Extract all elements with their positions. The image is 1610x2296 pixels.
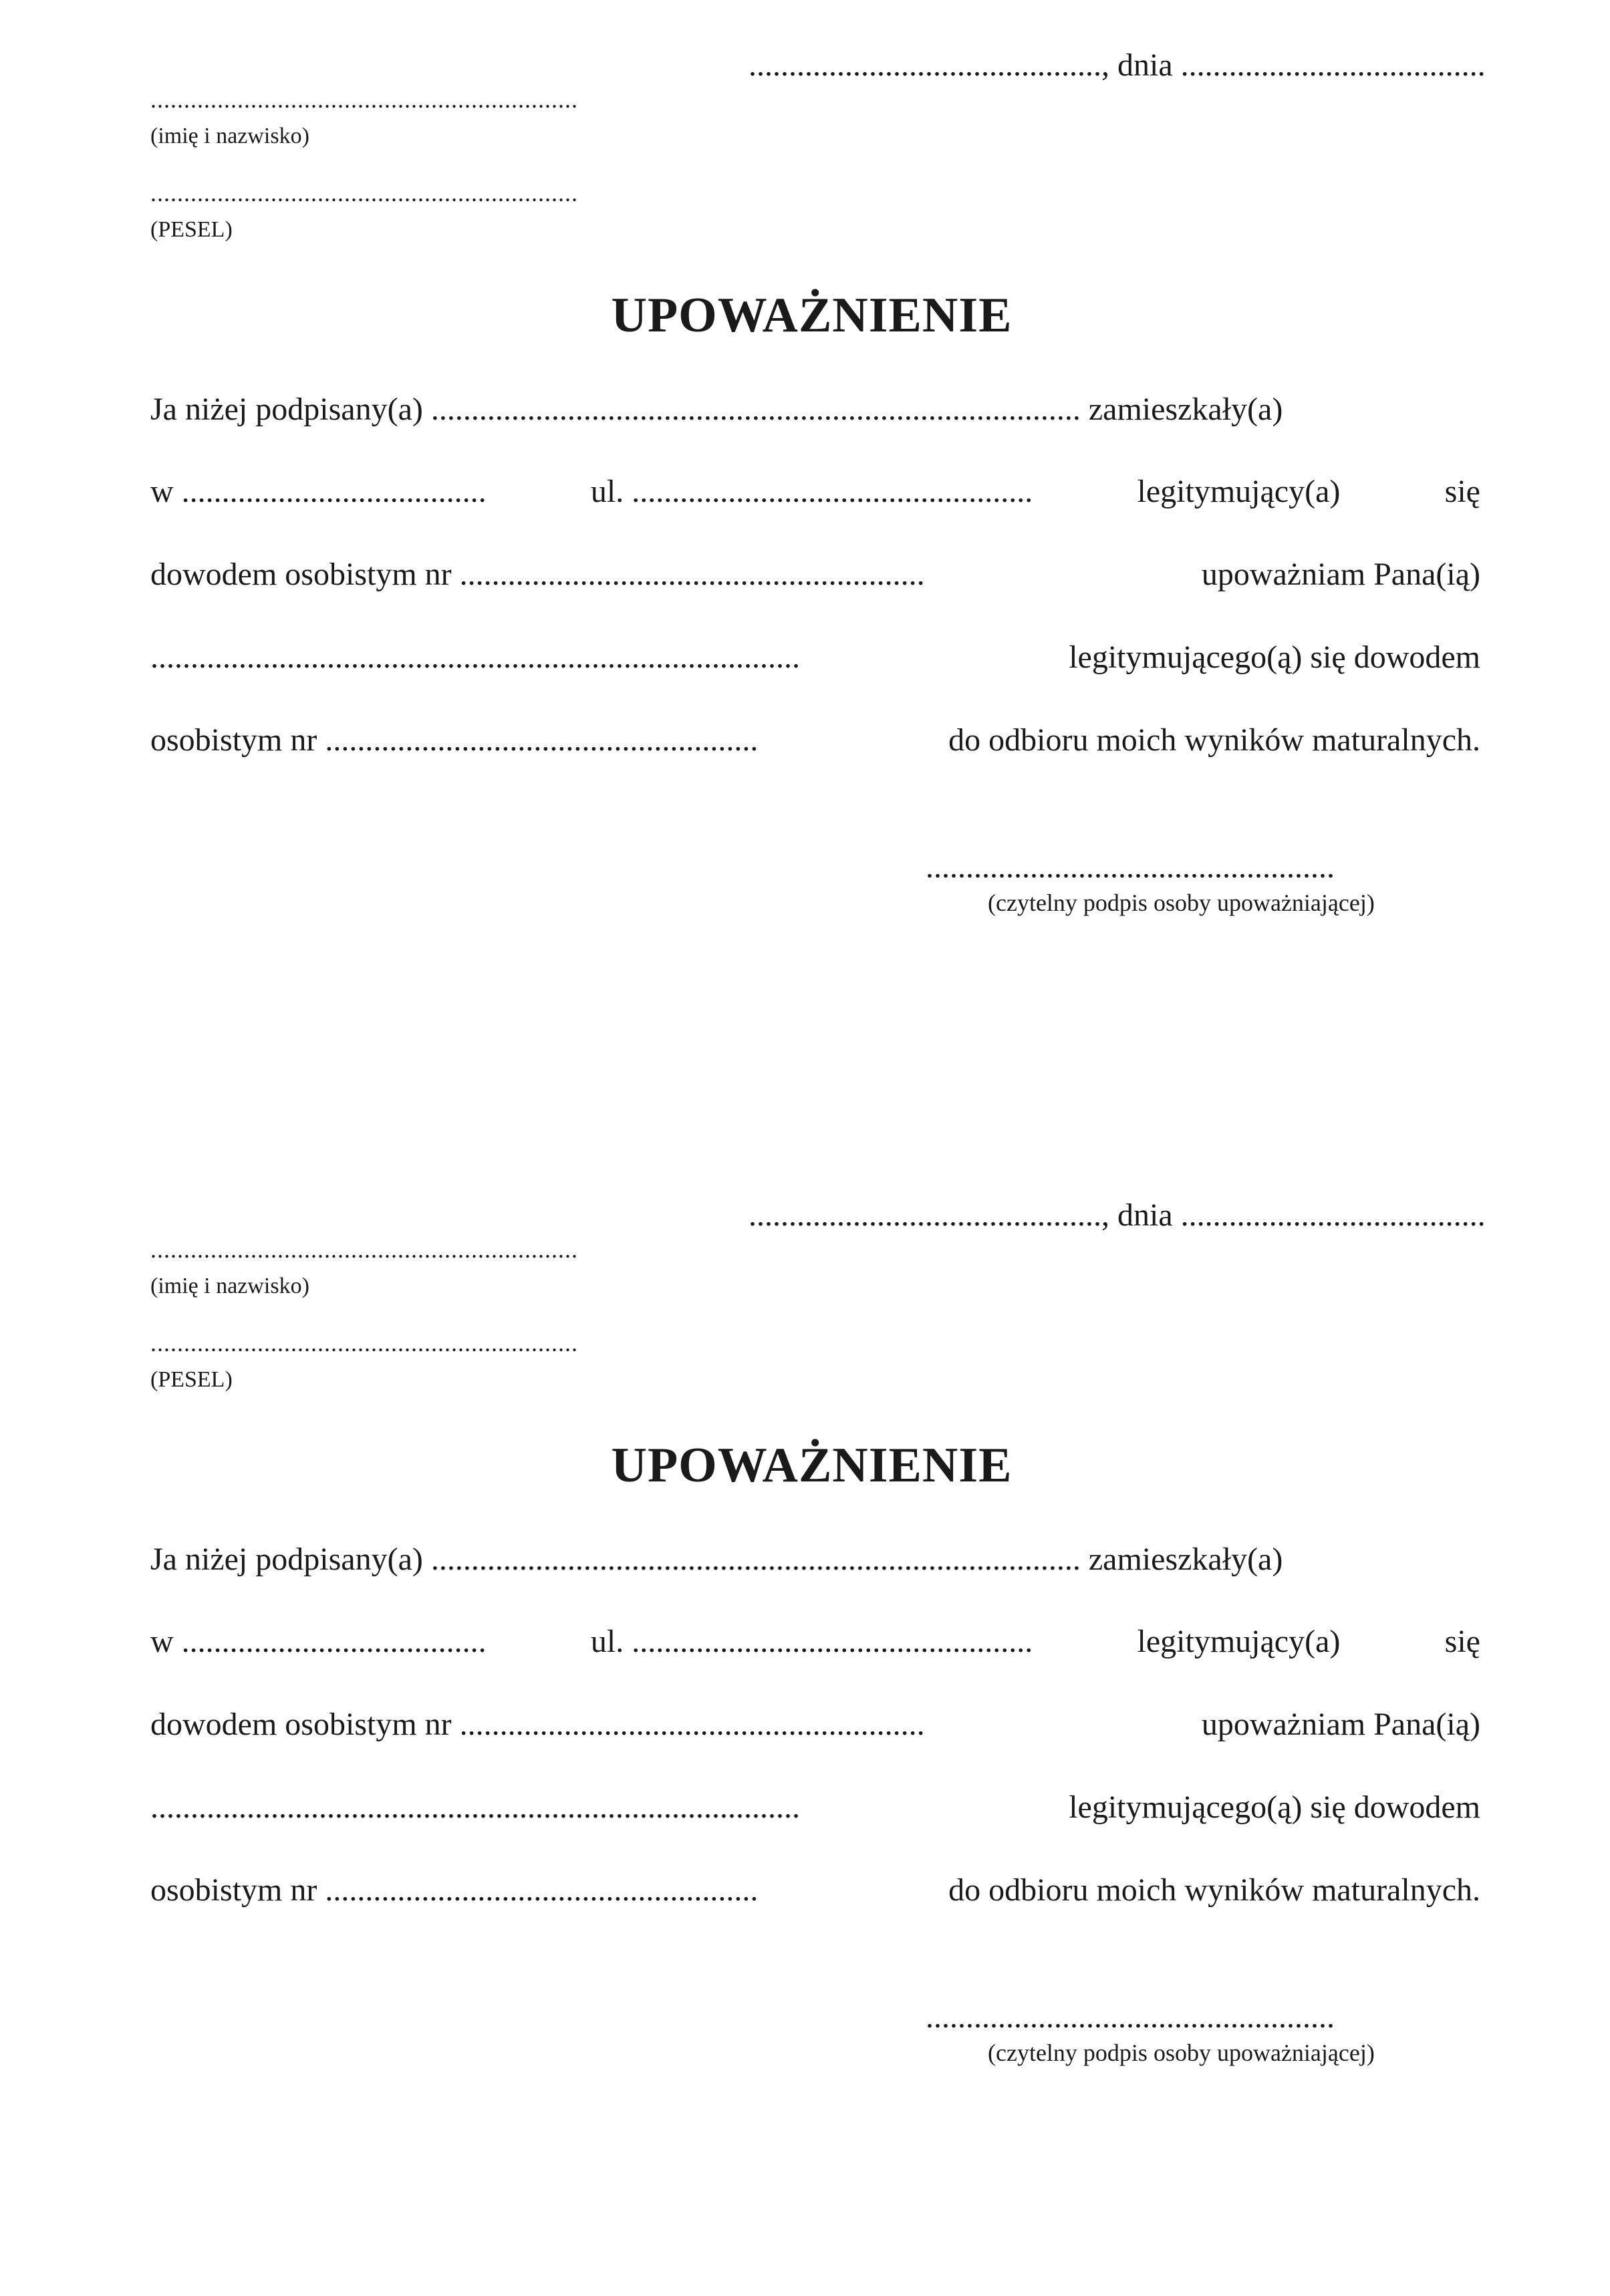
body-line-5[interactable] <box>150 1872 1480 1908</box>
body-line-3[interactable] <box>150 1706 1480 1743</box>
line2-legit: legitymujący(a) <box>1137 1624 1341 1659</box>
signature-field[interactable]: ................................................... <box>926 1999 1335 2035</box>
line2-sie: się <box>1444 1624 1480 1659</box>
body-line-2[interactable] <box>150 1623 1480 1660</box>
body-line-4[interactable] <box>150 1789 1480 1826</box>
line4-legit: legitymującego(ą) się dowodem <box>1069 1789 1480 1825</box>
name-label: (imię i nazwisko) <box>150 124 309 148</box>
signature-label: (czytelny podpis osoby upoważniającej) <box>988 889 1375 916</box>
body-line-1[interactable] <box>150 391 1480 428</box>
line2-street: ul. .................................................. <box>590 1624 1033 1659</box>
document-title: UPOWAŻNIENIE <box>611 1438 1013 1493</box>
name-field[interactable]: ................................................................ <box>150 86 578 113</box>
line1-text: Ja niżej podpisany(a) ................................................................................. zamieszkały(a) <box>150 392 1283 427</box>
line2-city: w ...................................... <box>150 1624 487 1659</box>
pesel-label: (PESEL) <box>150 217 233 242</box>
body-line-2[interactable] <box>150 473 1480 510</box>
line5-purpose: do odbioru moich wyników maturalnych. <box>948 722 1480 758</box>
line3-id: dowodem osobistym nr .......................................................... <box>150 1707 925 1742</box>
body-line-4[interactable] <box>150 639 1480 676</box>
line2-city: w ...................................... <box>150 474 487 509</box>
line4-person: ................................................................................. <box>150 639 800 675</box>
line2-legit: legitymujący(a) <box>1137 474 1341 509</box>
signature-field[interactable]: ................................................... <box>926 849 1335 885</box>
line1-text: Ja niżej podpisany(a) ................................................................................. zamieszkały(a) <box>150 1542 1283 1577</box>
place-date-field[interactable]: ............................................, dnia ...................................... <box>749 1197 1486 1233</box>
line5-purpose: do odbioru moich wyników maturalnych. <box>948 1872 1480 1908</box>
pesel-field[interactable]: ................................................................ <box>150 1330 578 1356</box>
authorization-form-2 <box>0 1150 1610 2286</box>
place-date-field[interactable]: ............................................, dnia ...................................... <box>749 47 1486 83</box>
document-title: UPOWAŻNIENIE <box>611 288 1013 343</box>
line3-authorize: upoważniam Pana(ią) <box>1201 1707 1480 1742</box>
pesel-label: (PESEL) <box>150 1367 233 1392</box>
body-line-5[interactable] <box>150 722 1480 758</box>
name-label: (imię i nazwisko) <box>150 1274 309 1298</box>
name-field[interactable]: ................................................................ <box>150 1236 578 1263</box>
body-line-1[interactable] <box>150 1541 1480 1578</box>
authorization-form-1 <box>0 0 1610 1136</box>
line2-street: ul. .................................................. <box>590 474 1033 509</box>
line4-legit: legitymującego(ą) się dowodem <box>1069 639 1480 675</box>
line5-id: osobistym nr ...................................................... <box>150 1872 759 1908</box>
body-line-3[interactable] <box>150 556 1480 593</box>
line5-id: osobistym nr ...................................................... <box>150 722 759 758</box>
line4-person: ................................................................................. <box>150 1789 800 1825</box>
signature-label: (czytelny podpis osoby upoważniającej) <box>988 2039 1375 2066</box>
line2-sie: się <box>1444 474 1480 509</box>
line3-id: dowodem osobistym nr .......................................................... <box>150 557 925 592</box>
pesel-field[interactable]: ................................................................ <box>150 180 578 206</box>
line3-authorize: upoważniam Pana(ią) <box>1201 557 1480 592</box>
